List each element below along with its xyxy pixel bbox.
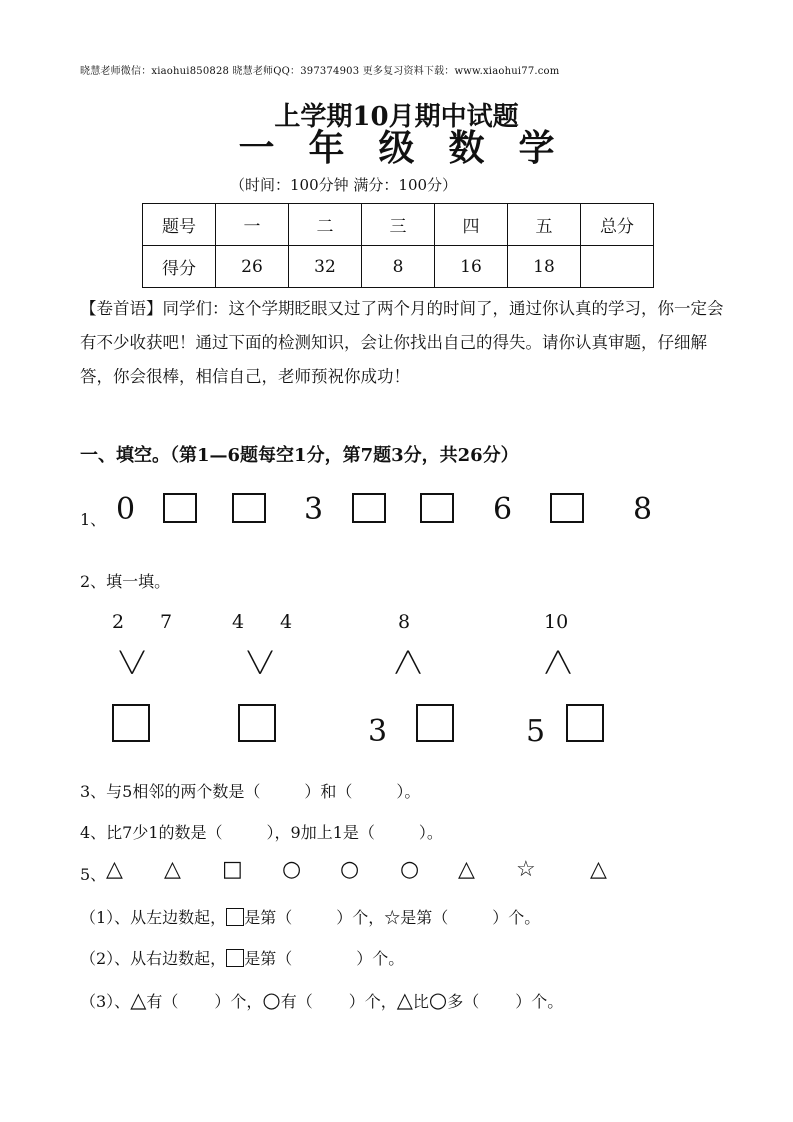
question-text: （1）、从左边数起， (80, 908, 227, 927)
question-text: ）。 (418, 823, 443, 842)
table-cell: 得分 (143, 246, 216, 288)
total-score-cell[interactable] (581, 246, 654, 288)
question-text: 多（ (447, 992, 480, 1011)
question-text: ）个， (214, 992, 263, 1011)
question-text: ）个。 (492, 908, 541, 927)
question-text: 是第（ (244, 908, 293, 927)
square-icon (226, 949, 244, 967)
question-text: ）。 (396, 782, 421, 801)
table-cell: 总分 (581, 204, 654, 246)
question-text: 有（ (146, 992, 179, 1011)
table-cell: 32 (289, 246, 362, 288)
question-5-3 (80, 988, 563, 1012)
number-3: 3 (368, 714, 388, 749)
table-cell: 16 (435, 246, 508, 288)
circle-icon: ○ (262, 988, 281, 1012)
answer-box[interactable] (163, 493, 197, 523)
split-mark: ╱╲ (396, 650, 421, 674)
question-2-label: 2、填一填。 (80, 572, 171, 591)
answer-box[interactable] (420, 493, 454, 523)
square-icon: □ (222, 857, 243, 882)
answer-box[interactable] (238, 704, 276, 742)
triangle-icon: △ (164, 857, 181, 882)
triangle-icon: △ (458, 857, 475, 882)
answer-box[interactable] (566, 704, 604, 742)
star-icon: ☆ (516, 857, 536, 882)
number: 7 (160, 611, 173, 633)
question-text: 是第（ (244, 949, 293, 968)
number: 8 (398, 611, 411, 633)
question-text: ）个。 (356, 949, 405, 968)
number-5: 5 (526, 714, 546, 749)
answer-box[interactable] (416, 704, 454, 742)
table-cell: 三 (362, 204, 435, 246)
answer-box[interactable] (550, 493, 584, 523)
header-note: 晓慧老师微信：xiaohui850828 晓慧老师QQ：397374903 更多复习资料下载：www.xiaohui77.com (80, 66, 560, 77)
exam-title: 上学期10月期中试题 (274, 102, 519, 132)
score-table (142, 203, 654, 288)
number: 4 (232, 611, 245, 633)
table-row (143, 204, 654, 246)
table-cell: 四 (435, 204, 508, 246)
number-0: 0 (116, 492, 136, 527)
circle-icon: ○ (282, 857, 302, 882)
question-text: 4、比7少1的数是（ (80, 823, 223, 842)
circle-icon: ○ (400, 857, 420, 882)
section-heading: 一、填空。（第1—6题每空1分，第7题3分，共26分） (80, 445, 519, 466)
split-mark: ╲╱ (248, 650, 273, 674)
triangle-icon: △ (590, 857, 607, 882)
number-3: 3 (304, 492, 324, 527)
table-cell: 题号 (143, 204, 216, 246)
number: 2 (112, 611, 125, 633)
circle-icon: ○ (428, 988, 448, 1012)
answer-box[interactable] (112, 704, 150, 742)
question-text: ）个，☆是第（ (336, 908, 449, 927)
triangle-icon: △ (130, 988, 147, 1012)
table-cell: 二 (289, 204, 362, 246)
table-cell: 18 (508, 246, 581, 288)
square-icon (226, 908, 244, 926)
question-text: ）个。 (515, 992, 564, 1011)
preface-text: 【卷首语】同学们：这个学期眨眼又过了两个月的时间了，通过你认真的学习，你一定会有不少收获吧！通过下面的检测知识，会让你找出自己的得失。请你认真审题，仔细解答，你会很棒，相信自己，老师预祝你成功！ (80, 299, 724, 386)
split-mark: ╲╱ (120, 650, 145, 674)
question-text: ），9加上1是（ (266, 823, 375, 842)
split-mark: ╱╲ (546, 650, 571, 674)
triangle-icon: △ (396, 988, 413, 1012)
number-6: 6 (493, 492, 513, 527)
question-5-2 (80, 946, 404, 969)
answer-box[interactable] (352, 493, 386, 523)
question-text: （3）、 (80, 992, 131, 1011)
question-text: 有（ (280, 992, 313, 1011)
number: 10 (544, 611, 569, 633)
question-text: ）和（ (304, 782, 353, 801)
question-1-label: 1、 (80, 510, 107, 529)
question-3 (80, 779, 420, 802)
table-cell: 8 (362, 246, 435, 288)
circle-icon: ○ (340, 857, 360, 882)
number: 4 (280, 611, 293, 633)
table-row (143, 246, 654, 288)
answer-box[interactable] (232, 493, 266, 523)
question-5-1 (80, 905, 540, 928)
question-text: 3、与5相邻的两个数是（ (80, 782, 261, 801)
question-text: ）个， (348, 992, 397, 1011)
question-5-label: 5、 (80, 865, 107, 884)
table-cell: 五 (508, 204, 581, 246)
question-text: （2）、从右边数起， (80, 949, 227, 968)
subject-title: 一年级数学 (238, 127, 589, 169)
question-text: 比 (412, 992, 429, 1011)
question-4 (80, 820, 443, 843)
table-cell: 一 (216, 204, 289, 246)
table-cell: 26 (216, 246, 289, 288)
triangle-icon: △ (106, 857, 123, 882)
exam-time-score: （时间：100分钟 满分：100分） (230, 176, 458, 194)
number-8: 8 (633, 492, 653, 527)
